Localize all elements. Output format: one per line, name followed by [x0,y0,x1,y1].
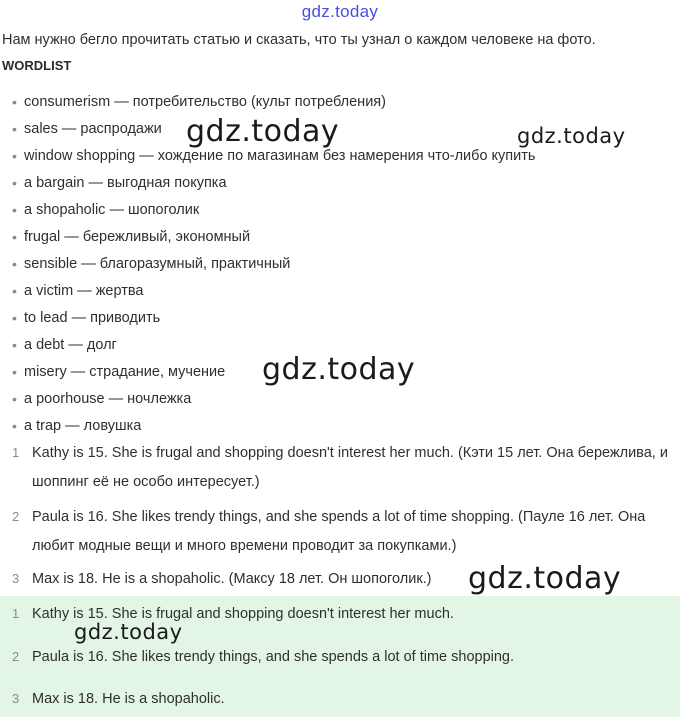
wordlist-item: • a poorhouse — ночлежка [0,388,680,415]
answer-translated [0,503,680,561]
wordlist-title: WORDLIST [2,58,72,73]
watermark: gdz.today [186,114,340,149]
wordlist-item: • a shopaholic — шопоголик [0,199,680,226]
answer-text: Paula is 16. She likes trendy things, and she spends a lot of time shopping. [32,649,515,665]
wordlist-item: • sales — распродажи [0,118,680,145]
wordlist-item: • frugal — бережливый, экономный [0,226,680,253]
bullet-icon: • [12,148,17,164]
answer-number: 2 [12,509,20,524]
watermark: gdz.today [517,124,626,148]
wordlist-item: • misery — страдание, мучение [0,361,680,388]
answer-number: 3 [12,691,20,706]
answer-plain [0,643,680,672]
watermark: gdz.today [468,561,622,596]
answer-text: Max is 18. He is a shopaholic. (Максу 18 лет. Он шопоголик.) [32,571,432,587]
bullet-icon: • [12,175,17,191]
intro-text: Нам нужно бегло прочитать статью и сказать, что ты узнал о каждом человеке на фото. [2,32,596,48]
bullet-icon: • [12,94,17,110]
bullet-icon: • [12,310,17,326]
wordlist-item: • sensible — благоразумный, практичный [0,253,680,280]
watermark: gdz.today [262,352,416,387]
bullet-icon: • [12,283,17,299]
bullet-icon: • [12,364,17,380]
answer-text: Kathy is 15. She is frugal and shopping doesn't interest her much. (Кэти 15 лет. Она бережлива, и шоппинг её не особо интересует.) [32,445,668,490]
bullet-icon: • [12,202,17,218]
bullet-icon: • [12,229,17,245]
wordlist-item: • a victim — жертва [0,280,680,307]
wordlist-item: • to lead — приводить [0,307,680,334]
watermark-top: gdz.today [301,2,379,21]
wordlist-item: • a bargain — выгодная покупка [0,172,680,199]
bullet-icon: • [12,337,17,353]
wordlist-item: • consumerism — потребительство (культ потребления) [0,91,680,118]
answer-number: 1 [12,606,20,621]
answer-number: 2 [12,649,20,664]
bullet-icon: • [12,256,17,272]
answer-box [0,596,680,717]
answer-translated [0,439,680,497]
answer-number: 3 [12,571,20,586]
answer-number: 1 [12,445,20,460]
wordlist-item: • a debt — долг [0,334,680,361]
watermark: gdz.today [74,620,183,644]
answer-text: Max is 18. He is a shopaholic. [32,691,225,707]
answer-text: Kathy is 15. She is frugal and shopping doesn't interest her much. [32,606,454,622]
answer-plain [0,685,680,714]
bullet-icon: • [12,121,17,137]
wordlist-item: • a trap — ловушка [0,415,680,442]
bullet-icon: • [12,418,17,434]
wordlist-item: • window shopping — хождение по магазинам без намерения что-либо купить [0,145,680,172]
bullet-icon: • [12,391,17,407]
answer-text: Paula is 16. She likes trendy things, and she spends a lot of time shopping. (Пауле 16 лет. Она любит модные вещи и много времени проводит за покупками.) [32,509,646,554]
